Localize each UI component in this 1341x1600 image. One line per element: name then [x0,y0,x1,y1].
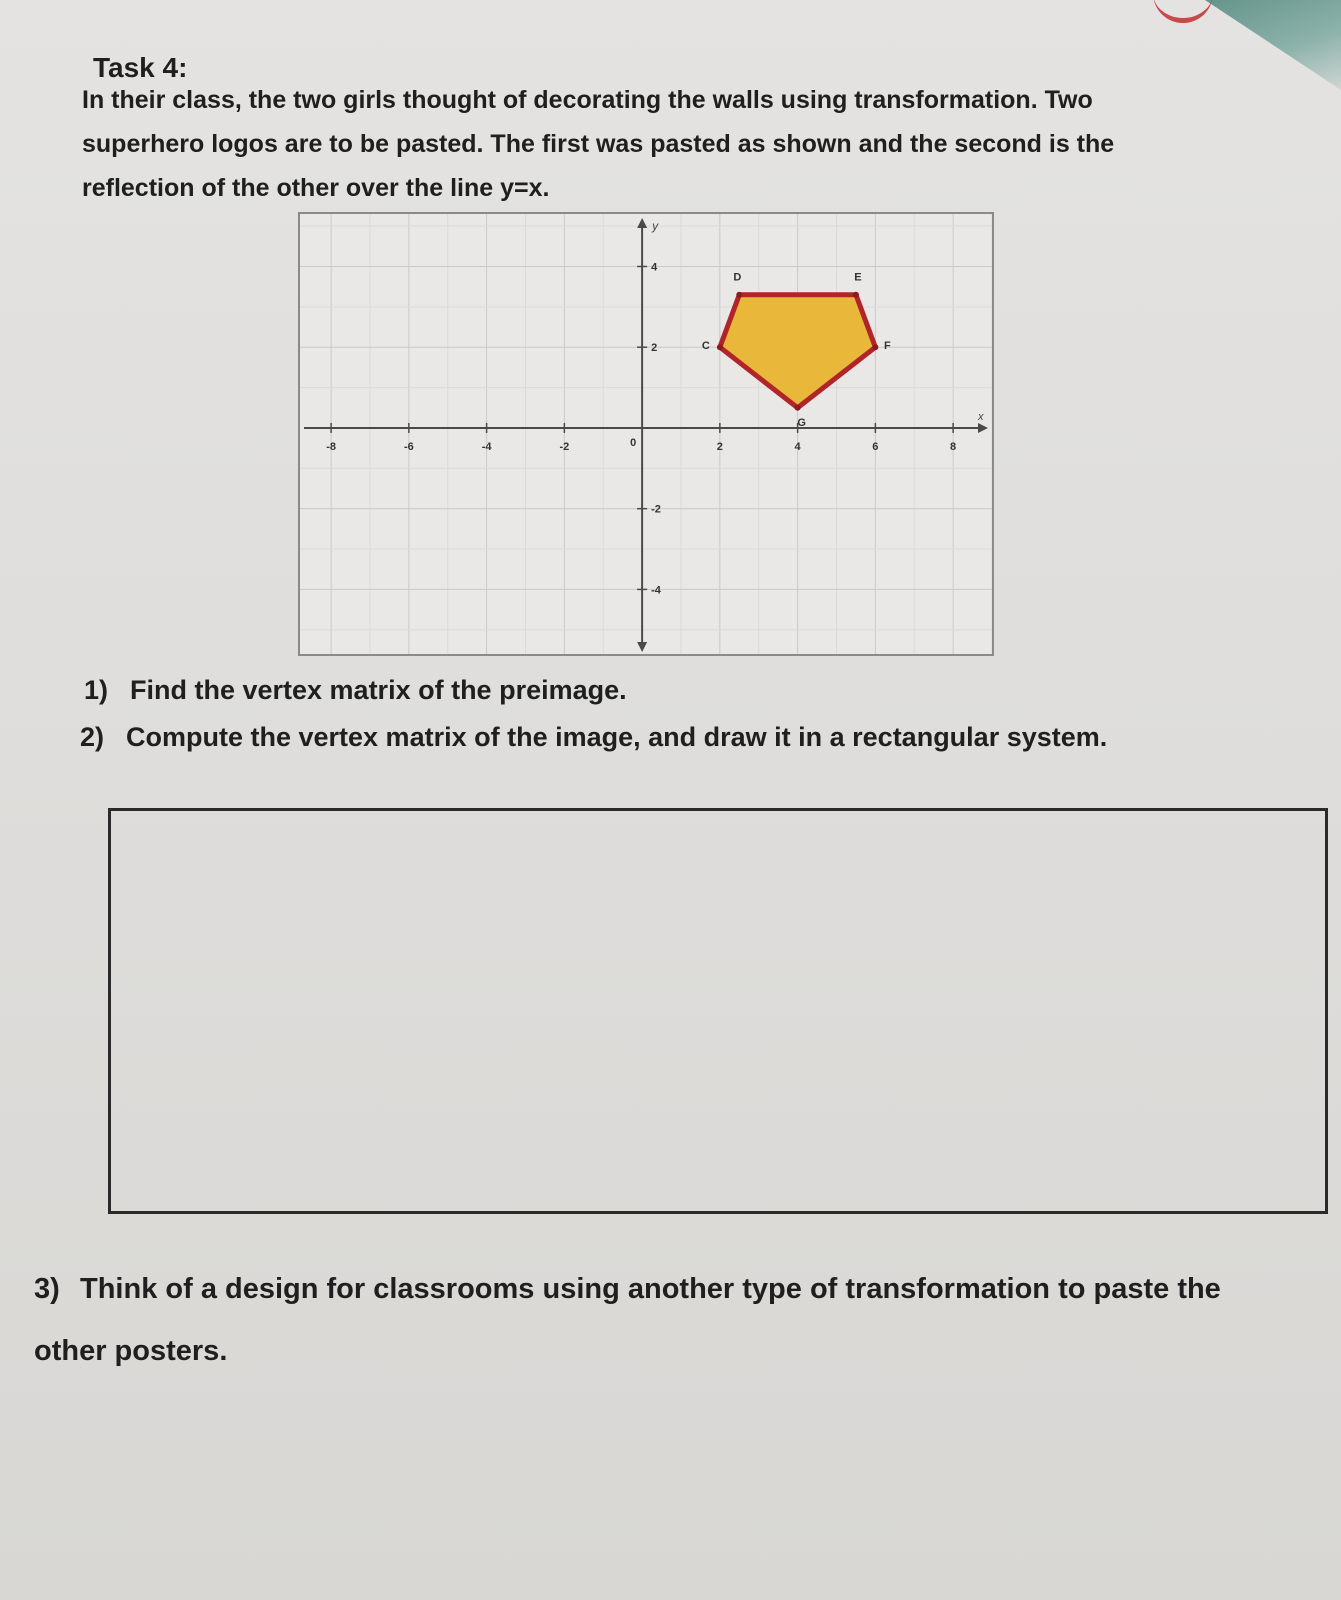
x-tick-label: -8 [326,440,336,453]
y-axis-arrow-top-icon [637,218,647,228]
question-1-number: 1) [84,675,109,705]
red-object-edge [1153,0,1213,23]
vertex-point [736,292,742,298]
vertex-label: C [701,340,710,353]
graph-canvas [300,214,992,654]
y-tick-label: -2 [651,503,661,516]
question-2 [80,722,1107,753]
question-2-text: Compute the vertex matrix of the image, and draw it in a rectangular system. [126,722,1108,752]
answer-box[interactable] [108,808,1328,1214]
vertex-label: E [854,271,862,284]
x-tick-label: 2 [716,440,723,453]
x-tick-label: -2 [559,440,570,453]
question-3 [34,1258,1294,1382]
x-tick-label: 8 [950,440,957,453]
y-tick-label: -4 [651,584,661,597]
pentagon-logo [720,295,876,408]
y-tick-label: 4 [651,261,658,274]
x-axis-label: x [978,410,984,423]
task-title: Task 4: [93,52,188,83]
vertex-point [795,405,801,411]
y-axis-label: y [652,219,659,233]
question-3-number: 3) [34,1273,60,1305]
question-3-text: Think of a design for classrooms using another type of transformation to paste the other posters. [34,1273,1221,1367]
question-1-text: Find the vertex matrix of the preimage. [130,675,627,705]
vertex-label: F [884,340,891,353]
x-tick-label: -4 [481,440,492,453]
vertex-label: D [733,271,742,284]
coordinate-graph [298,212,994,656]
task-intro: In their class, the two girls thought of decorating the walls using transformation. Two superhero logos are to be pasted. The first was pasted as shown and the second is the reflection of the other over the line y=x. [82,86,1115,202]
question-1 [84,675,627,706]
question-2-number: 2) [80,722,105,752]
vertex-label: G [797,416,806,429]
vertex-point [853,292,859,298]
vertex-point [872,344,878,350]
y-axis-arrow-bottom-icon [637,642,647,652]
x-tick-label: -6 [403,440,414,453]
x-tick-label: 4 [794,440,801,453]
vertex-point [717,344,723,350]
y-tick-label: 2 [651,342,658,355]
x-tick-label: 6 [872,440,879,453]
origin-label: 0 [630,436,637,449]
x-axis-arrow-icon [978,423,988,433]
